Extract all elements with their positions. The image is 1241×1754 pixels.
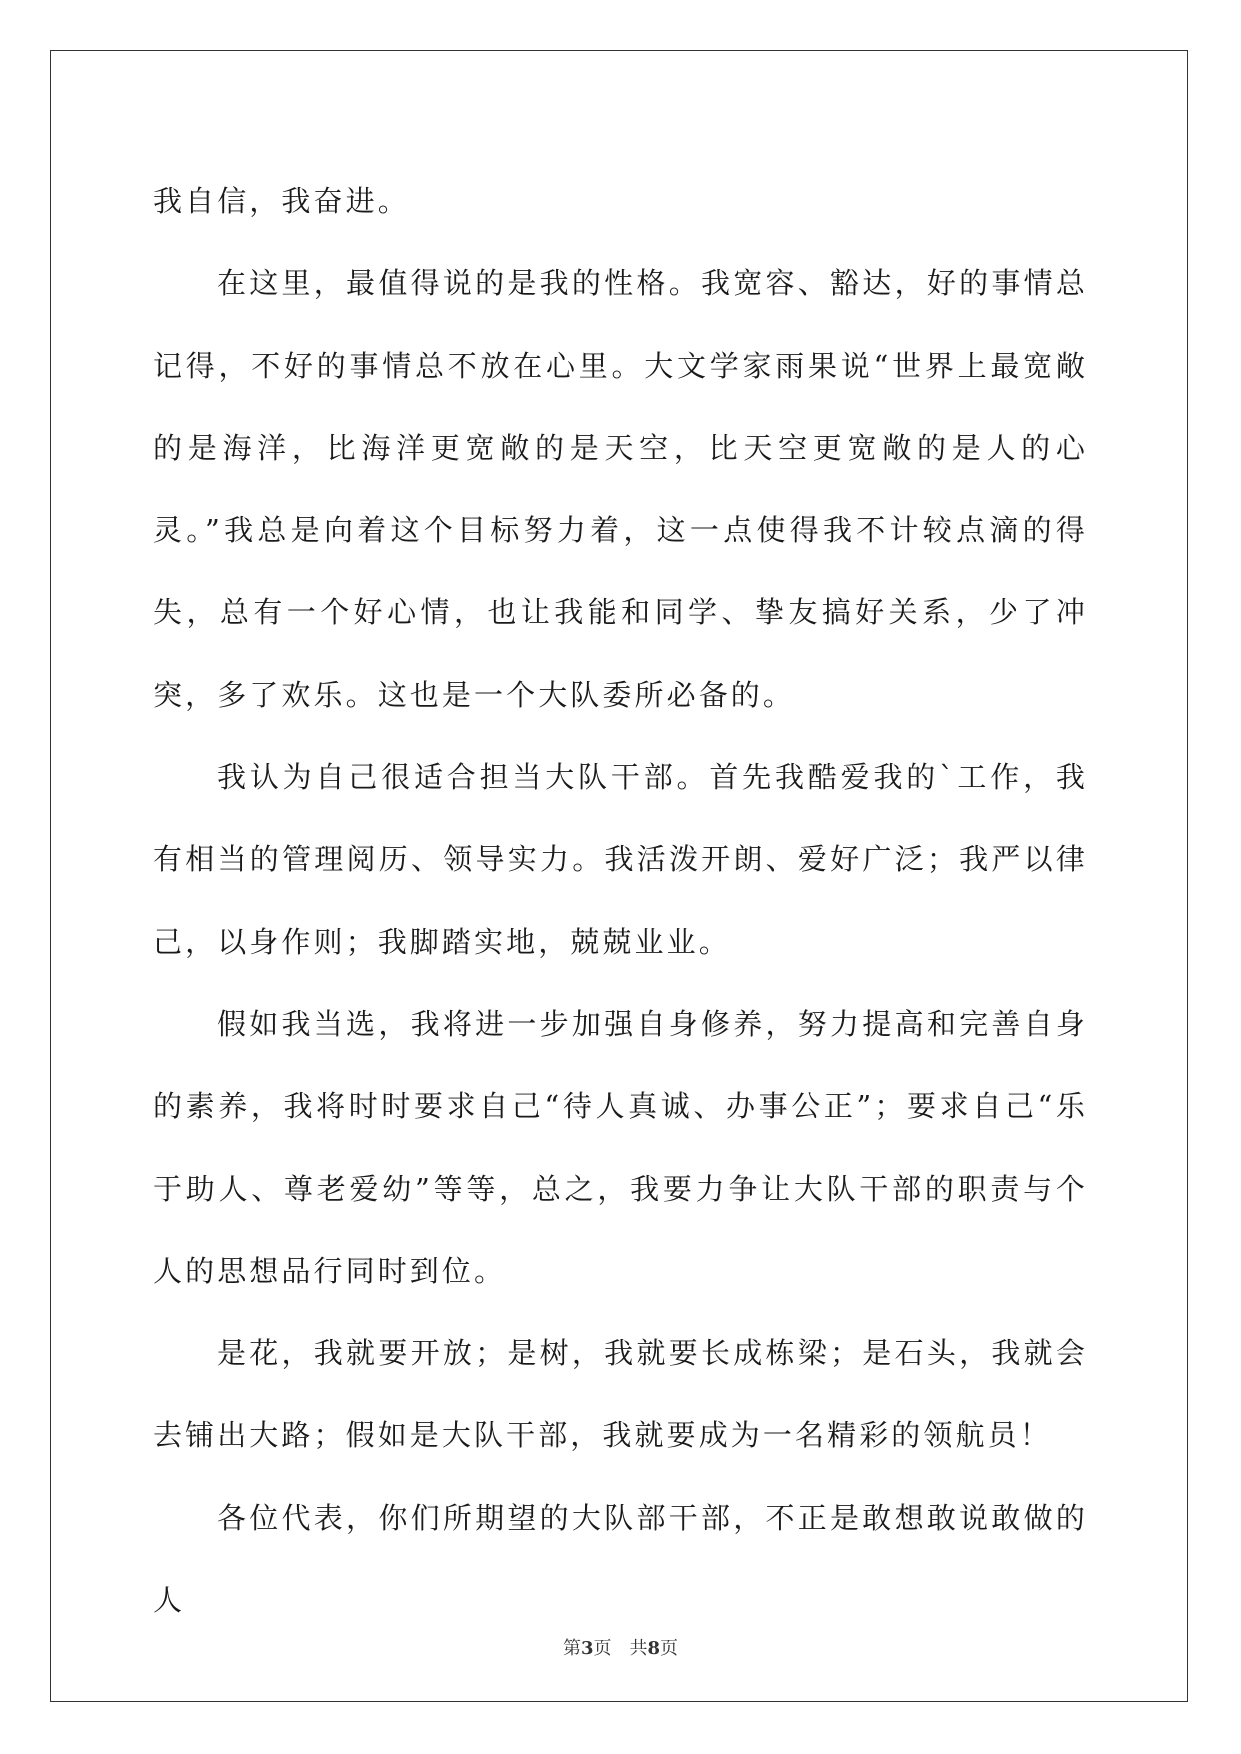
paragraph-5: 是花，我就要开放；是树，我就要长成栋梁；是石头，我就会去铺出大路；假如是大队干部，我就要成为一名精彩的领航员！ bbox=[153, 1336, 1088, 1453]
current-page-number: 3 bbox=[580, 1638, 594, 1659]
page-suffix: 页 bbox=[593, 1638, 612, 1659]
paragraph-6: 各位代表，你们所期望的大队部干部，不正是敢想敢说敢做的人 bbox=[153, 1500, 1088, 1618]
paragraph-1: 我自信，我奋进。 bbox=[153, 184, 410, 218]
paragraph-2: 在这里，最值得说的是我的性格。我宽容、豁达，好的事情总记得，不好的事情总不放在心里。大文学家雨果说“世界上最宽敞的是海洋，比海洋更宽敞的是天空，比天空更宽敞的是人的心灵。”我总是向着这个目标努力着，这一点使得我不计较点滴的得失，总有一个好心情，也让我能和同学、挚友搞好关系，少了冲突，多了欢乐。这也是一个大队委所必备的。 bbox=[153, 266, 1088, 712]
page-prefix: 第 bbox=[562, 1638, 581, 1659]
document-body bbox=[153, 160, 1088, 1641]
total-page-count: 8 bbox=[647, 1638, 661, 1659]
total-prefix: 共 bbox=[629, 1638, 648, 1659]
paragraph-3: 我认为自己很适合担当大队干部。首先我酷爱我的`工作，我有相当的管理阅历、领导实力。我活泼开朗、爱好广泛；我严以律己，以身作则；我脚踏实地，兢兢业业。 bbox=[153, 760, 1088, 959]
page-number-footer bbox=[0, 1634, 1241, 1660]
total-suffix: 页 bbox=[660, 1638, 679, 1659]
paragraph-4: 假如我当选，我将进一步加强自身修养，努力提高和完善自身的素养，我将时时要求自己“待人真诚、办事公正”；要求自己“乐于助人、尊老爱幼”等等，总之，我要力争让大队干部的职责与个人的思想品行同时到位。 bbox=[153, 1006, 1088, 1288]
